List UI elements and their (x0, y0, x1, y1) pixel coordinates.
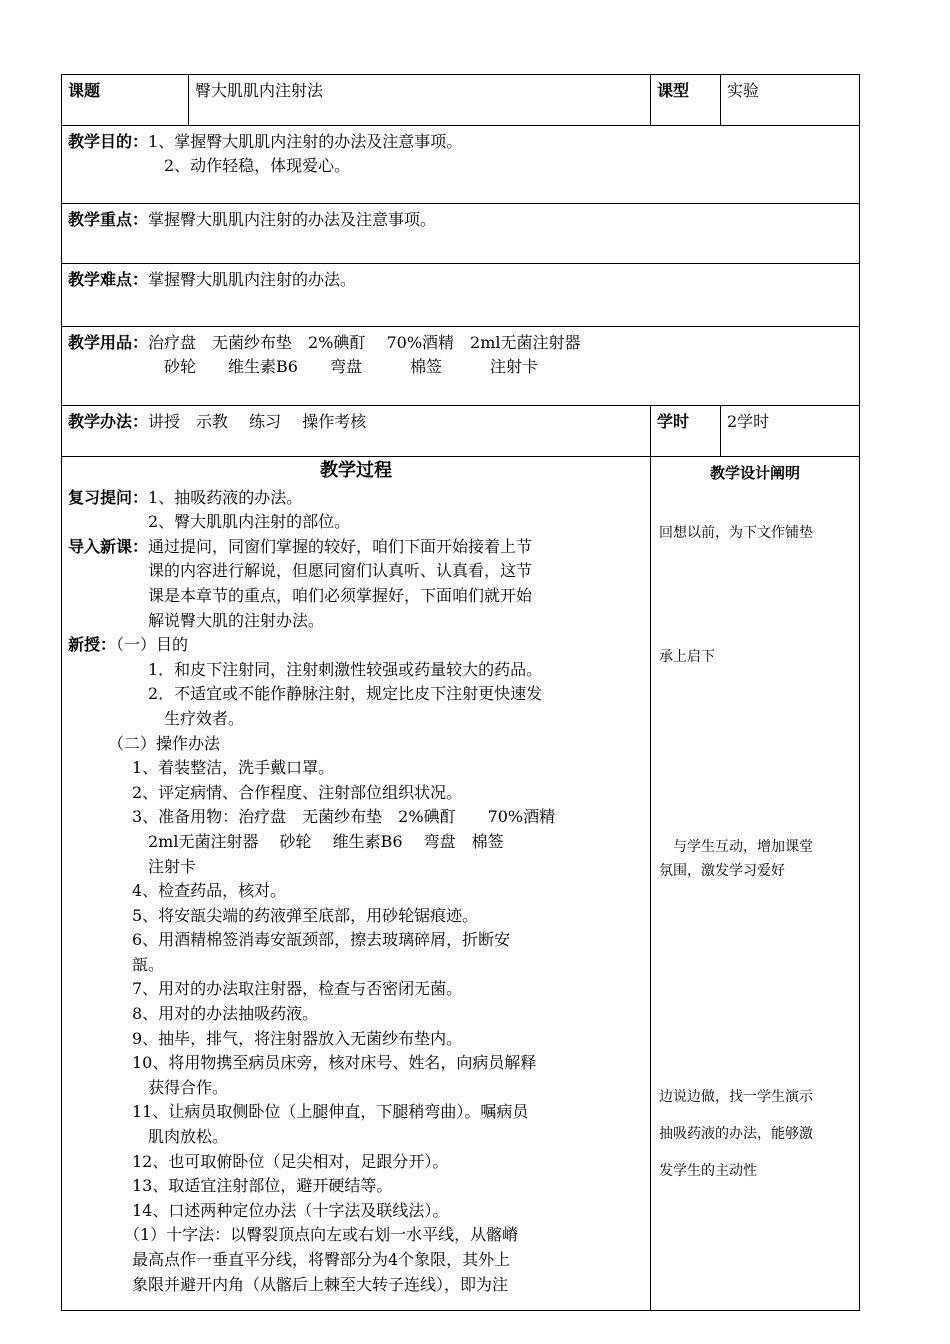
process-line: 课是本章节的重点，咱们必须掌握好，下面咱们就开始 (68, 585, 533, 605)
process-line: 2．不适宜或不能作静脉注射，规定比皮下注射更快速发 (68, 684, 543, 704)
method-label: 教学办法： (68, 412, 149, 431)
process-line: 10、将用物携至病员床旁，核对床号、姓名，向病员解释 (68, 1053, 537, 1073)
process-line: 11、让病员取侧卧位（上腿伸直，下腿稍弯曲）。嘱病员 (68, 1102, 529, 1122)
process-section-label: 复习提问： (68, 487, 149, 507)
design-note-4a: 边说边做，找一学生演示 (659, 1089, 813, 1105)
type-value: 实验 (721, 75, 860, 126)
design-note-2: 承上启下 (659, 649, 715, 665)
process-line: 6、用酒精棉签消毒安瓿颈部，擦去玻璃碎屑，折断安 (68, 930, 511, 950)
design-title: 教学设计阐明 (709, 464, 800, 482)
process-line: 8、用对的办法抽吸药液。 (68, 1004, 319, 1024)
type-label: 课型 (651, 75, 721, 126)
process-line: 2ml无菌注射器 砂轮 维生素B6 弯盘 棉签 (68, 831, 504, 851)
process-section-label: 导入新课： (68, 536, 149, 556)
process-line: 肌肉放松。 (68, 1127, 229, 1147)
process-line: 7、用对的办法取注射器，检查与否密闭无菌。 (68, 979, 463, 999)
supplies-line-1: 治疗盘 无菌纱布垫 2%碘酊 70%酒精 2ml无菌注射器 (148, 333, 581, 352)
process-section-label: 新授： (68, 635, 117, 655)
process-row (62, 457, 860, 1311)
process-cell (62, 457, 651, 1311)
topic-label: 课题 (62, 75, 189, 126)
process-line (68, 633, 644, 658)
process-line: 解说臀大肌的注射办法。 (68, 610, 325, 630)
process-line: 9、抽毕，排气，将注射器放入无菌纱布垫内。 (68, 1028, 463, 1048)
process-line: 象限并避开内角（从髂后上棘至大转子连线），即为注 (68, 1274, 509, 1294)
process-line: 13、取适宜注射部位，避开硬结等。 (68, 1176, 393, 1196)
design-note-4c: 发学生的主动性 (659, 1163, 757, 1179)
goal-label: 教学目的： (68, 132, 149, 151)
key-point-row (62, 204, 860, 264)
design-cell (651, 457, 860, 1311)
process-line (68, 535, 644, 560)
goal-item-2: 2、动作轻稳，体现爱心。 (164, 156, 351, 175)
key-point-label: 教学重点： (68, 210, 149, 229)
method-row (62, 406, 860, 457)
process-line: （1）十字法：以臀裂顶点向左或右划一水平线，从髂嵴 (68, 1225, 519, 1245)
process-title: 教学过程 (320, 460, 392, 481)
process-line: 12、也可取俯卧位（足尖相对，足跟分开）。 (68, 1151, 449, 1171)
process-line: 14、口述两种定位办法（十字法及联线法）。 (68, 1200, 449, 1220)
process-line: 1．和皮下注射同，注射刺激性较强或药量较大的药品。 (68, 659, 543, 679)
process-line: 2、评定病情、合作程度、注射部位组织状况。 (68, 782, 463, 802)
design-note-4b: 抽吸药液的办法，能够激 (659, 1126, 813, 1142)
process-line: 1、着装整洁，洗手戴口罩。 (68, 758, 335, 778)
hours-value: 2学时 (721, 406, 860, 457)
lesson-plan-page (61, 74, 859, 1311)
goal-row (62, 126, 860, 204)
difficulty-label: 教学难点： (68, 270, 149, 289)
process-line: 生疗效者。 (68, 708, 245, 728)
topic-value: 臀大肌肌内注射法 (189, 75, 651, 126)
design-note-3a: 与学生互动，增加课堂 (659, 839, 813, 855)
lesson-plan-table (61, 74, 860, 1311)
supplies-label: 教学用品： (68, 333, 149, 352)
supplies-line-2: 砂轮 维生素B6 弯盘 棉签 注射卡 (164, 357, 538, 376)
hours-label: 学时 (651, 406, 721, 457)
difficulty-row (62, 264, 860, 327)
process-line: 5、将安瓿尖端的药液弹至底部，用砂轮锯痕迹。 (68, 905, 479, 925)
process-line-text: 通过提问，同窗们掌握的较好，咱们下面开始接着上节 (148, 536, 533, 556)
process-line: 2、臀大肌肌内注射的部位。 (68, 512, 351, 532)
process-line: 课的内容进行解说，但愿同窗们认真听、认真看，这节 (68, 561, 533, 581)
process-line: 最高点作一垂直平分线，将臀部分为4个象限，其外上 (68, 1250, 511, 1269)
process-line: 瓿。 (68, 954, 165, 974)
process-line: 3、准备用物：治疗盘 无菌纱布垫 2%碘酊 70%酒精 (68, 807, 556, 827)
process-line: （二）操作办法 (68, 733, 221, 753)
process-line: 4、检查药品，核对。 (68, 881, 287, 901)
method-text: 讲授 示教 练习 操作考核 (148, 412, 367, 431)
process-line: 注射卡 (68, 856, 197, 876)
goal-item-1: 1、掌握臀大肌肌内注射的办法及注意事项。 (148, 132, 463, 151)
key-point-text: 掌握臀大肌肌内注射的办法及注意事项。 (148, 210, 437, 229)
design-note-1: 回想以前，为下文作铺垫 (659, 525, 813, 541)
design-note-3b: 氛围，激发学习爱好 (659, 863, 785, 879)
process-line: 获得合作。 (68, 1077, 229, 1097)
difficulty-text: 掌握臀大肌肌内注射的办法。 (148, 270, 357, 289)
process-line-text: （一）目的 (116, 635, 189, 655)
process-line-text: 1、抽吸药液的办法。 (148, 487, 303, 507)
supplies-row (62, 327, 860, 406)
process-lines (68, 486, 644, 1298)
process-line (68, 486, 644, 511)
topic-row (62, 75, 860, 126)
